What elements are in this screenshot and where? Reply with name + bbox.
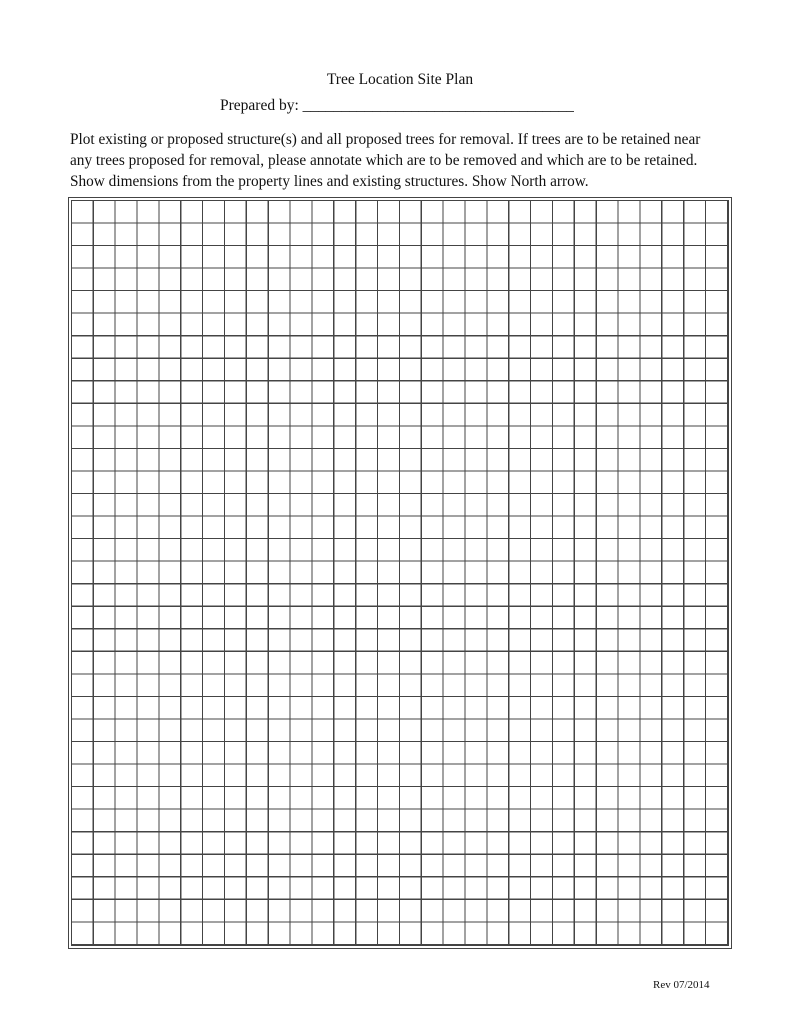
prepared-by-label: Prepared by: (220, 97, 299, 114)
instruction-line: Plot existing or proposed structure(s) and all proposed trees for removal. If trees are to be retained near (70, 131, 701, 148)
instruction-line: Show dimensions from the property lines and existing structures. Show North arrow. (70, 173, 589, 190)
instruction-line: any trees proposed for removal, please annotate which are to be removed and which are to be retained. (70, 152, 698, 169)
grid-paper[interactable] (71, 200, 729, 946)
instructions (70, 129, 740, 192)
page-title: Tree Location Site Plan (326, 71, 474, 88)
site-plan-grid[interactable] (68, 197, 732, 949)
revision-date: Rev 07/2014 (653, 979, 710, 991)
prepared-by-field[interactable] (220, 97, 574, 115)
prepared-by-blank[interactable]: ___________________________________ (302, 97, 574, 114)
